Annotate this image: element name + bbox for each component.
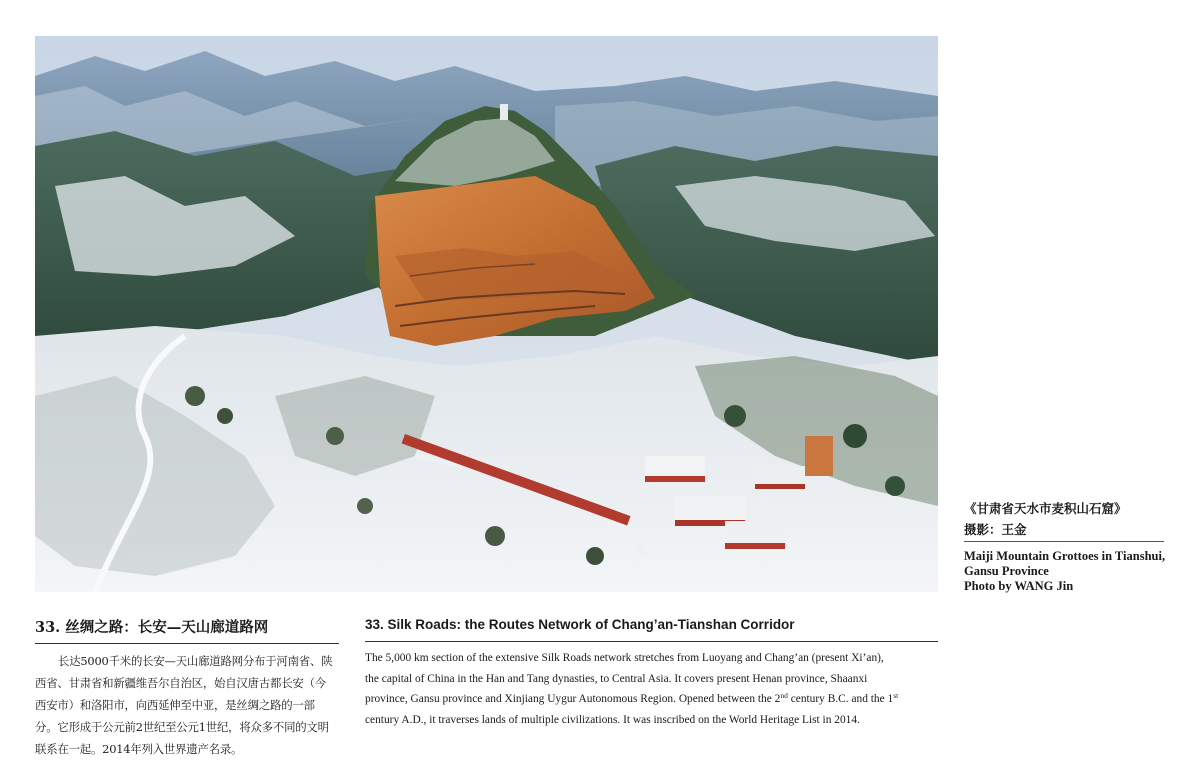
caption-en-line: Maiji Mountain Grottoes in Tianshui, (964, 549, 1166, 563)
english-line-part: province, Gansu province and Xinjiang Uygur Autonomous Region. Opened between the 2 (365, 693, 781, 705)
english-line: The 5,000 km section of the extensive Silk Roads network stretches from Luoyang and Chang’an (present Xi’an), (365, 652, 884, 664)
english-line: the capital of China in the Han and Tang dynasties, to Central Asia. It covers present Henan province, Shaanxi (365, 672, 868, 685)
english-line-part: century B.C. and the 1 (787, 693, 894, 705)
landscape-illustration (35, 36, 938, 592)
english-heading: 33. Silk Roads: the Routes Network of Chang’an-Tianshan Corridor (365, 617, 795, 632)
photo-caption-english (964, 549, 1179, 594)
chinese-line: 西安市）和洛阳市，向西延伸至中亚，是丝绸之路的一部 (35, 698, 315, 712)
ordinal-suffix: st (893, 691, 899, 700)
caption-en-line: Gansu Province (964, 564, 1049, 578)
ordinal-suffix: nd (780, 691, 788, 700)
caption-cn-credit: 摄影：王金 (964, 522, 1027, 537)
chinese-line: 西省、甘肃省和新疆维吾尔自治区，始自汉唐古都长安（今 (35, 676, 326, 690)
photo-caption-chinese (964, 498, 1174, 540)
chinese-line: 分。它形成于公元前2世纪至公元1世纪，将众多不同的文明 (35, 720, 329, 734)
english-line (365, 689, 940, 710)
caption-en-credit: Photo by WANG Jin (964, 579, 1074, 593)
chinese-heading: 33. 丝绸之路：长安—天山廊道路网 (35, 619, 269, 636)
chinese-line: 长达5000千米的长安—天山廊道路网分布于河南省、陕 (58, 654, 333, 668)
chinese-line: 联系在一起。2014年列入世界遗产名录。 (35, 742, 243, 756)
chinese-description (35, 650, 340, 760)
english-heading-rule (365, 641, 938, 642)
english-description (365, 648, 940, 730)
english-line: century A.D., it traverses lands of multiple civilizations. It was inscribed on the World Heritage List in 2014. (365, 713, 860, 726)
caption-cn-title: 《甘肃省天水市麦积山石窟》 (964, 501, 1127, 516)
maiji-grottoes-photo (35, 36, 938, 592)
chinese-heading-rule (35, 643, 339, 644)
caption-divider (964, 541, 1164, 542)
